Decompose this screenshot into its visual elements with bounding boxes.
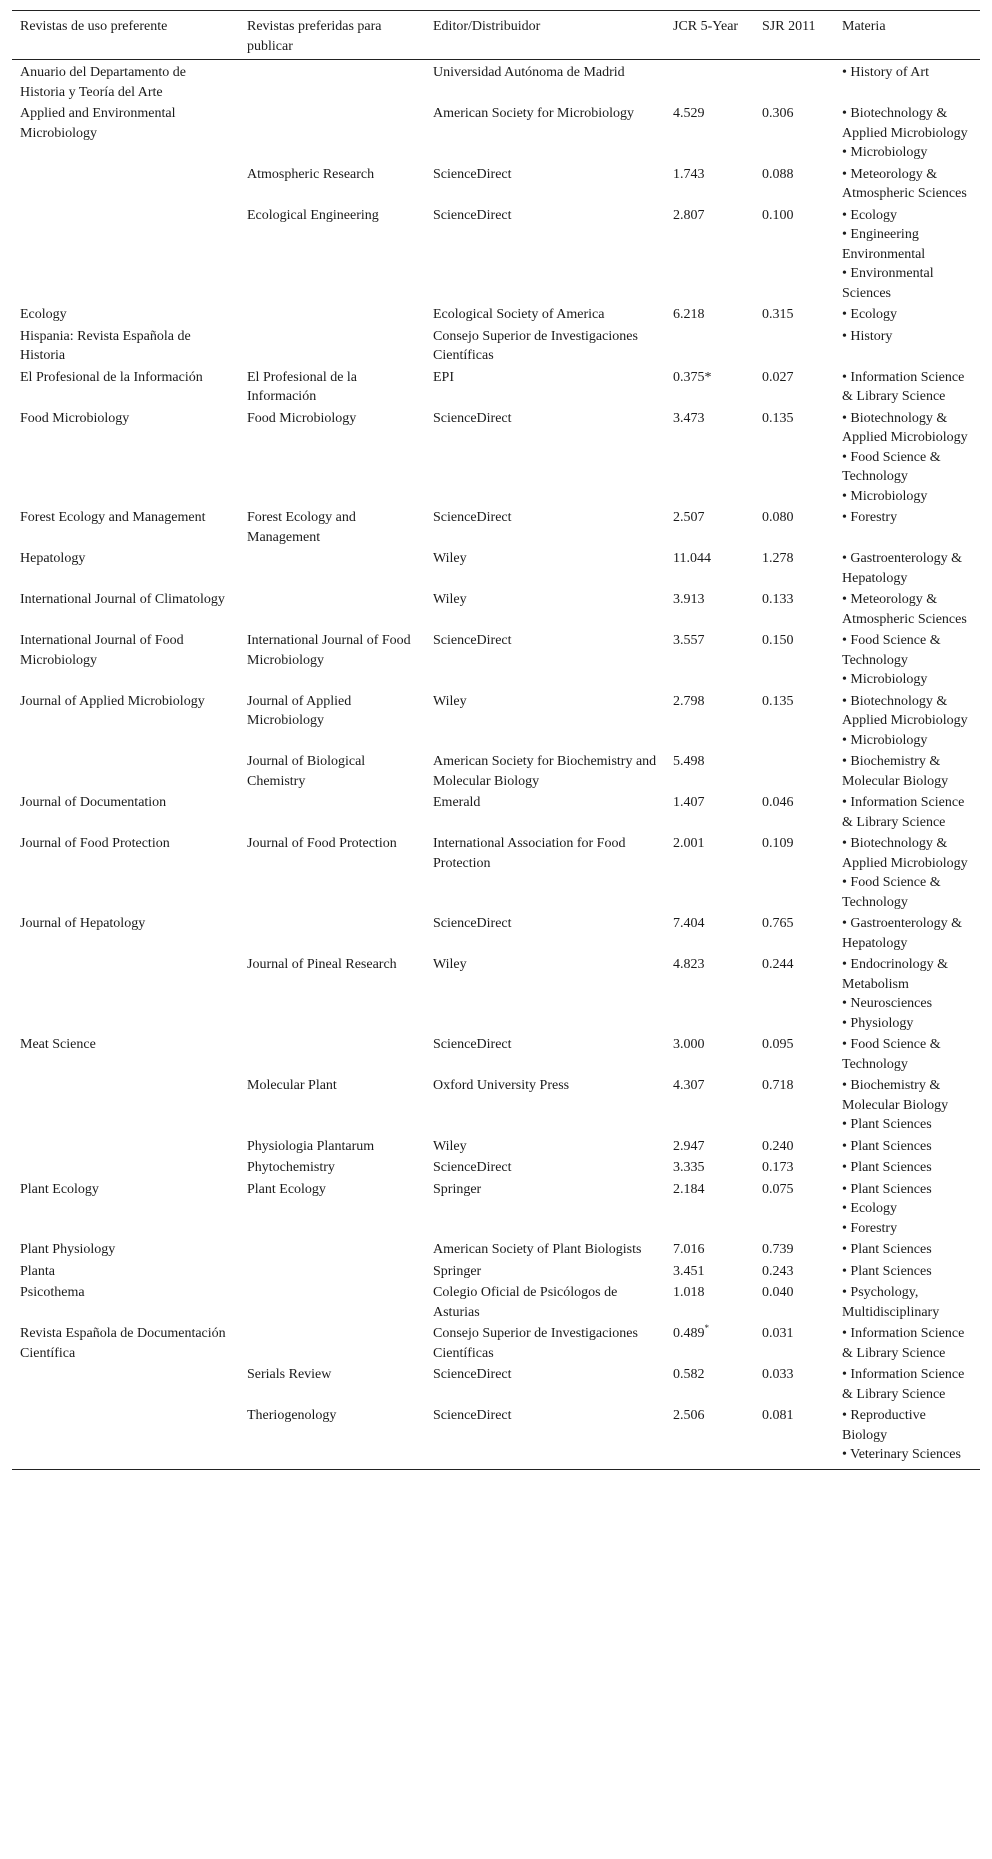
subject-item: • Ecology <box>842 307 898 322</box>
subject-item: • Microbiology <box>842 145 928 160</box>
jcr-value: 1.407 <box>673 795 705 810</box>
cell-revista-publicar: Physiologia Plantarum <box>247 1138 375 1154</box>
subject-item: • Biochemistry & Molecular Biology <box>842 1078 949 1113</box>
cell-materia <box>834 103 980 164</box>
cell-sjr: 0.080 <box>762 510 794 525</box>
subject-item: • Environmental Sciences <box>842 266 934 301</box>
cell-revista-uso: Plant Physiology <box>20 1242 116 1257</box>
cell-revista-uso <box>12 164 239 205</box>
cell-sjr <box>754 326 834 367</box>
cell-revista-uso: Journal of Applied Microbiology <box>20 693 205 709</box>
cell-sjr: 0.027 <box>762 369 794 385</box>
table-row <box>12 589 980 630</box>
cell-revista-uso: International Journal of Food Microbiology <box>20 633 184 668</box>
subject-item: • Gastroenterology & Hepatology <box>842 551 962 586</box>
cell-jcr <box>665 1157 754 1179</box>
cell-editor: International Association for Food Protection <box>433 836 626 871</box>
cell-revista-uso: Journal of Hepatology <box>20 916 146 931</box>
cell-revista-publicar <box>239 304 425 326</box>
subject-item: • Plant Sciences <box>842 1181 932 1197</box>
cell-revista-publicar: El Profesional de la Información <box>247 369 358 404</box>
header-sjr: SJR 2011 <box>754 11 834 60</box>
cell-jcr <box>665 913 754 954</box>
table-row <box>12 1179 980 1240</box>
cell-sjr: 0.243 <box>762 1263 794 1279</box>
header-editor: Editor/Distribuidor <box>425 11 665 60</box>
cell-jcr <box>665 1075 754 1136</box>
cell-editor: Wiley <box>433 592 467 607</box>
cell-jcr <box>665 1364 754 1405</box>
jcr-value: 3.000 <box>673 1037 705 1052</box>
cell-jcr <box>665 954 754 1034</box>
cell-editor: Springer <box>433 1181 482 1197</box>
subject-item: • Microbiology <box>842 732 928 748</box>
cell-editor: American Society for Biochemistry and Molecular Biology <box>433 754 657 789</box>
cell-revista-uso <box>12 205 239 305</box>
cell-editor: Wiley <box>433 957 467 972</box>
subject-item: • Plant Sciences <box>842 1242 932 1257</box>
cell-revista-uso: Journal of Documentation <box>20 795 167 810</box>
cell-revista-publicar <box>239 548 425 589</box>
table-row <box>12 1239 980 1261</box>
subject-item: • Gastroenterology & Hepatology <box>842 916 962 951</box>
cell-jcr <box>665 1179 754 1240</box>
subject-item: • Microbiology <box>842 672 928 687</box>
subject-item: • History <box>842 328 893 344</box>
cell-jcr <box>665 691 754 752</box>
cell-revista-publicar: Forest Ecology and Management <box>247 510 356 545</box>
cell-jcr <box>665 1261 754 1283</box>
jcr-value: 4.529 <box>673 106 705 121</box>
cell-jcr <box>665 833 754 913</box>
table-row <box>12 913 980 954</box>
cell-editor: ScienceDirect <box>433 510 512 525</box>
cell-materia <box>834 164 980 205</box>
cell-revista-uso <box>12 1075 239 1136</box>
cell-jcr <box>665 1323 754 1364</box>
cell-materia <box>834 954 980 1034</box>
cell-revista-publicar: Theriogenology <box>239 1405 425 1469</box>
cell-editor: Wiley <box>433 551 467 566</box>
jcr-value: 7.404 <box>673 916 705 931</box>
cell-jcr <box>665 164 754 205</box>
cell-revista-uso <box>12 954 239 1034</box>
subject-item: • Forestry <box>842 1220 898 1236</box>
table-row <box>12 833 980 913</box>
jcr-value: 4.307 <box>673 1078 705 1093</box>
cell-materia <box>834 60 980 104</box>
subject-item: • Plant Sciences <box>842 1138 932 1154</box>
cell-editor: ScienceDirect <box>433 633 512 648</box>
jcr-value: 3.913 <box>673 592 705 607</box>
cell-revista-publicar: Ecological Engineering <box>247 207 379 223</box>
cell-revista-uso <box>12 1364 239 1405</box>
cell-revista-publicar: International Journal of Food Microbiology <box>247 633 411 668</box>
cell-materia <box>834 1282 980 1323</box>
table-row <box>12 408 980 508</box>
subject-item: • Food Science & Technology <box>842 449 941 484</box>
cell-jcr <box>665 367 754 408</box>
cell-jcr <box>665 304 754 326</box>
header-jcr: JCR 5-Year <box>665 11 754 60</box>
table-row <box>12 1157 980 1179</box>
cell-jcr <box>665 1136 754 1158</box>
table-row <box>12 205 980 305</box>
cell-editor: Universidad Autónoma de Madrid <box>433 65 625 80</box>
jcr-value: 2.506 <box>673 1408 705 1423</box>
cell-materia <box>834 1136 980 1158</box>
subject-item: • Veterinary Sciences <box>842 1447 961 1462</box>
cell-revista-uso: Revista Española de Documentación Científica <box>20 1326 226 1361</box>
cell-revista-uso: Meat Science <box>20 1037 96 1052</box>
cell-editor: ScienceDirect <box>433 207 512 223</box>
cell-editor: ScienceDirect <box>433 1037 512 1052</box>
cell-revista-publicar <box>239 589 425 630</box>
cell-revista-publicar: Phytochemistry <box>247 1160 335 1175</box>
cell-sjr: 0.244 <box>762 957 794 972</box>
cell-editor: ScienceDirect <box>425 1405 665 1469</box>
subject-item: • History of Art <box>842 65 929 80</box>
cell-materia <box>834 1405 980 1469</box>
subject-item: • Physiology <box>842 1015 914 1031</box>
table-row <box>12 1136 980 1158</box>
cell-materia <box>834 630 980 691</box>
cell-sjr: 0.240 <box>762 1138 794 1154</box>
cell-sjr: 0.765 <box>762 916 794 931</box>
jcr-value: 3.473 <box>673 410 705 426</box>
cell-sjr: 0.306 <box>762 106 794 121</box>
table-row <box>12 1075 980 1136</box>
cell-materia <box>834 589 980 630</box>
cell-editor: Wiley <box>433 693 467 709</box>
header-revistas-uso: Revistas de uso preferente <box>12 11 239 60</box>
cell-revista-uso <box>12 1157 239 1179</box>
table-row <box>12 630 980 691</box>
cell-revista-publicar <box>239 326 425 367</box>
table-body <box>12 60 980 1470</box>
cell-jcr <box>665 1034 754 1075</box>
subject-item: • Biotechnology & Applied Microbiology <box>842 106 968 141</box>
cell-editor: Ecological Society of America <box>433 307 605 322</box>
cell-revista-publicar: Journal of Food Protection <box>247 836 397 851</box>
cell-jcr <box>665 630 754 691</box>
jcr-value: 3.557 <box>673 633 705 648</box>
cell-jcr <box>665 1239 754 1261</box>
cell-editor: ScienceDirect <box>433 1160 512 1175</box>
cell-sjr: 0.739 <box>762 1242 794 1257</box>
cell-revista-publicar: Molecular Plant <box>247 1078 337 1093</box>
jcr-value: 2.507 <box>673 510 705 525</box>
cell-revista-uso: Anuario del Departamento de Historia y Teoría del Arte <box>20 65 186 100</box>
jcr-value: 2.001 <box>673 836 705 851</box>
cell-revista-publicar: Food Microbiology <box>247 410 357 426</box>
table-row <box>12 1364 980 1405</box>
cell-revista-publicar <box>239 1282 425 1323</box>
cell-sjr: 0.088 <box>762 166 794 182</box>
jcr-value: 6.218 <box>673 307 705 322</box>
table-row <box>12 1261 980 1283</box>
cell-sjr: 0.133 <box>762 592 794 607</box>
cell-sjr: 0.046 <box>762 795 794 810</box>
cell-jcr <box>665 792 754 833</box>
jcr-value: 2.184 <box>673 1181 705 1197</box>
cell-jcr <box>665 408 754 508</box>
cell-revista-publicar <box>239 1261 425 1283</box>
cell-materia <box>834 1034 980 1075</box>
subject-item: • Biotechnology & Applied Microbiology <box>842 693 968 728</box>
table-header <box>12 11 980 60</box>
cell-sjr: 1.278 <box>762 551 794 566</box>
cell-revista-uso <box>12 1405 239 1469</box>
subject-item: • Food Science & Technology <box>842 1037 941 1072</box>
cell-revista-uso: Psicothema <box>20 1285 85 1300</box>
cell-materia <box>834 1239 980 1261</box>
cell-jcr <box>665 205 754 305</box>
cell-materia <box>834 205 980 305</box>
cell-sjr <box>754 751 834 792</box>
cell-jcr <box>665 103 754 164</box>
subject-item: • Reproductive Biology <box>842 1408 926 1443</box>
cell-editor: American Society for Microbiology <box>433 106 635 121</box>
jcr-footnote-mark: * <box>704 1323 709 1333</box>
subject-item: • Plant Sciences <box>842 1117 932 1132</box>
cell-jcr <box>665 1282 754 1323</box>
cell-revista-publicar: Atmospheric Research <box>247 166 375 182</box>
cell-revista-uso: Hepatology <box>20 551 86 566</box>
cell-revista-publicar <box>239 792 425 833</box>
cell-sjr: 0.031 <box>762 1326 794 1341</box>
cell-revista-uso: Journal of Food Protection <box>20 836 170 851</box>
cell-sjr: 0.040 <box>762 1285 794 1300</box>
cell-revista-publicar <box>239 103 425 164</box>
cell-materia <box>834 408 980 508</box>
cell-materia <box>834 326 980 367</box>
cell-materia <box>834 548 980 589</box>
cell-jcr <box>665 751 754 792</box>
cell-editor: ScienceDirect <box>433 1367 512 1382</box>
jcr-value: 4.823 <box>673 957 705 972</box>
jcr-value: 7.016 <box>673 1242 705 1257</box>
cell-revista-publicar: Journal of Pineal Research <box>247 957 397 972</box>
table-row <box>12 103 980 164</box>
table-row <box>12 1034 980 1075</box>
jcr-value: 0.489 <box>673 1326 705 1341</box>
subject-item: • Food Science & Technology <box>842 875 941 910</box>
cell-materia <box>834 1261 980 1283</box>
cell-sjr: 0.095 <box>762 1037 794 1052</box>
subject-item: • Meteorology & Atmospheric Sciences <box>842 592 967 627</box>
subject-item: • Microbiology <box>842 488 928 504</box>
journals-table-container <box>12 10 980 1470</box>
table-row <box>12 751 980 792</box>
subject-item: • Information Science & Library Science <box>842 795 965 830</box>
cell-materia <box>834 833 980 913</box>
subject-item: • Ecology <box>842 207 898 223</box>
jcr-value: 0.582 <box>673 1367 705 1382</box>
cell-sjr: 0.718 <box>762 1078 794 1093</box>
jcr-value: 0.375* <box>673 369 712 385</box>
cell-sjr: 0.100 <box>762 207 794 223</box>
cell-revista-uso <box>12 751 239 792</box>
cell-materia <box>834 751 980 792</box>
cell-jcr <box>665 548 754 589</box>
cell-revista-uso: El Profesional de la Información <box>20 369 203 385</box>
cell-editor: American Society of Plant Biologists <box>433 1242 642 1257</box>
subject-item: • Biochemistry & Molecular Biology <box>842 754 949 789</box>
cell-revista-uso: Planta <box>20 1263 55 1279</box>
cell-materia <box>834 792 980 833</box>
subject-item: • Plant Sciences <box>842 1263 932 1279</box>
cell-revista-publicar <box>239 1034 425 1075</box>
cell-jcr <box>665 1405 754 1469</box>
cell-editor: Consejo Superior de Investigaciones Científicas <box>433 328 638 363</box>
cell-revista-uso: Applied and Environmental Microbiology <box>20 106 176 141</box>
cell-sjr: 0.081 <box>754 1405 834 1469</box>
cell-revista-publicar: Journal of Biological Chemistry <box>247 754 366 789</box>
cell-revista-publicar: Plant Ecology <box>247 1181 326 1197</box>
table-row <box>12 60 980 104</box>
cell-materia <box>834 1323 980 1364</box>
cell-editor: ScienceDirect <box>433 410 512 426</box>
subject-item: • Ecology <box>842 1201 898 1216</box>
cell-editor: ScienceDirect <box>433 166 512 182</box>
cell-revista-uso: International Journal of Climatology <box>20 592 225 607</box>
subject-item: • Biotechnology & Applied Microbiology <box>842 836 968 871</box>
cell-jcr <box>665 60 754 104</box>
cell-sjr: 0.315 <box>762 307 794 322</box>
cell-editor: Emerald <box>433 795 481 810</box>
cell-revista-publicar <box>239 1323 425 1364</box>
cell-revista-uso: Food Microbiology <box>20 410 130 426</box>
journals-table <box>12 10 980 1470</box>
cell-sjr: 0.109 <box>762 836 794 851</box>
cell-materia <box>834 1157 980 1179</box>
table-row <box>12 548 980 589</box>
cell-editor: Consejo Superior de Investigaciones Científicas <box>433 1326 638 1361</box>
cell-jcr <box>665 589 754 630</box>
cell-revista-uso: Forest Ecology and Management <box>20 510 206 525</box>
cell-materia <box>834 507 980 548</box>
cell-materia <box>834 1179 980 1240</box>
cell-materia <box>834 367 980 408</box>
jcr-value: 1.743 <box>673 166 705 182</box>
table-row <box>12 164 980 205</box>
jcr-value: 2.947 <box>673 1138 705 1154</box>
cell-materia <box>834 913 980 954</box>
table-row <box>12 954 980 1034</box>
cell-editor: EPI <box>433 369 454 385</box>
cell-materia <box>834 1075 980 1136</box>
cell-materia <box>834 691 980 752</box>
cell-revista-uso <box>12 1136 239 1158</box>
subject-item: • Meteorology & Atmospheric Sciences <box>842 166 967 201</box>
subject-item: • Information Science & Library Science <box>842 1326 965 1361</box>
cell-revista-uso: Ecology <box>20 307 67 322</box>
table-row <box>12 1323 980 1364</box>
jcr-value: 11.044 <box>673 551 711 566</box>
cell-sjr <box>754 60 834 104</box>
table-row <box>12 691 980 752</box>
cell-sjr: 0.075 <box>762 1181 794 1197</box>
cell-revista-publicar <box>239 1239 425 1261</box>
subject-item: • Information Science & Library Science <box>842 1367 965 1402</box>
cell-sjr: 0.150 <box>762 633 794 648</box>
subject-item: • Psychology, Multidisciplinary <box>842 1285 940 1320</box>
subject-item: • Information Science & Library Science <box>842 369 965 404</box>
cell-editor: ScienceDirect <box>433 916 512 931</box>
cell-editor: Oxford University Press <box>433 1078 570 1093</box>
cell-revista-publicar: Serials Review <box>247 1367 332 1382</box>
cell-editor: Wiley <box>433 1138 467 1154</box>
cell-sjr: 0.135 <box>762 693 794 709</box>
jcr-value: 3.451 <box>673 1263 705 1279</box>
subject-item: • Plant Sciences <box>842 1160 932 1175</box>
subject-item: • Neurosciences <box>842 996 933 1011</box>
table-row <box>12 326 980 367</box>
header-materia: Materia <box>834 11 980 60</box>
cell-jcr <box>665 507 754 548</box>
cell-sjr: 0.033 <box>762 1367 794 1382</box>
cell-sjr: 0.135 <box>762 410 794 426</box>
table-row <box>12 1282 980 1323</box>
jcr-value: 5.498 <box>673 754 705 769</box>
cell-materia <box>834 1364 980 1405</box>
table-row <box>12 304 980 326</box>
header-row <box>12 11 980 60</box>
cell-revista-publicar: Journal of Applied Microbiology <box>247 693 352 728</box>
cell-revista-publicar <box>239 60 425 104</box>
cell-editor: Springer <box>433 1263 482 1279</box>
subject-item: • Forestry <box>842 510 898 525</box>
jcr-value: 1.018 <box>673 1285 705 1300</box>
cell-jcr <box>665 326 754 367</box>
table-row <box>12 792 980 833</box>
jcr-value: 2.798 <box>673 693 705 709</box>
cell-revista-uso: Hispania: Revista Española de Historia <box>20 328 191 363</box>
cell-editor: Colegio Oficial de Psicólogos de Asturias <box>433 1285 618 1320</box>
subject-item: • Engineering Environmental <box>842 227 926 262</box>
jcr-value: 3.335 <box>673 1160 705 1175</box>
cell-revista-publicar <box>239 913 425 954</box>
cell-revista-uso: Plant Ecology <box>20 1181 99 1197</box>
cell-sjr: 0.173 <box>762 1160 794 1175</box>
table-row <box>12 367 980 408</box>
cell-materia <box>834 304 980 326</box>
subject-item: • Food Science & Technology <box>842 633 941 668</box>
jcr-value: 2.807 <box>673 207 705 223</box>
subject-item: • Biotechnology & Applied Microbiology <box>842 410 968 445</box>
table-row <box>12 1405 980 1469</box>
subject-item: • Endocrinology & Metabolism <box>842 957 948 992</box>
header-revistas-publicar: Revistas preferidas para publicar <box>239 11 425 60</box>
table-row <box>12 507 980 548</box>
